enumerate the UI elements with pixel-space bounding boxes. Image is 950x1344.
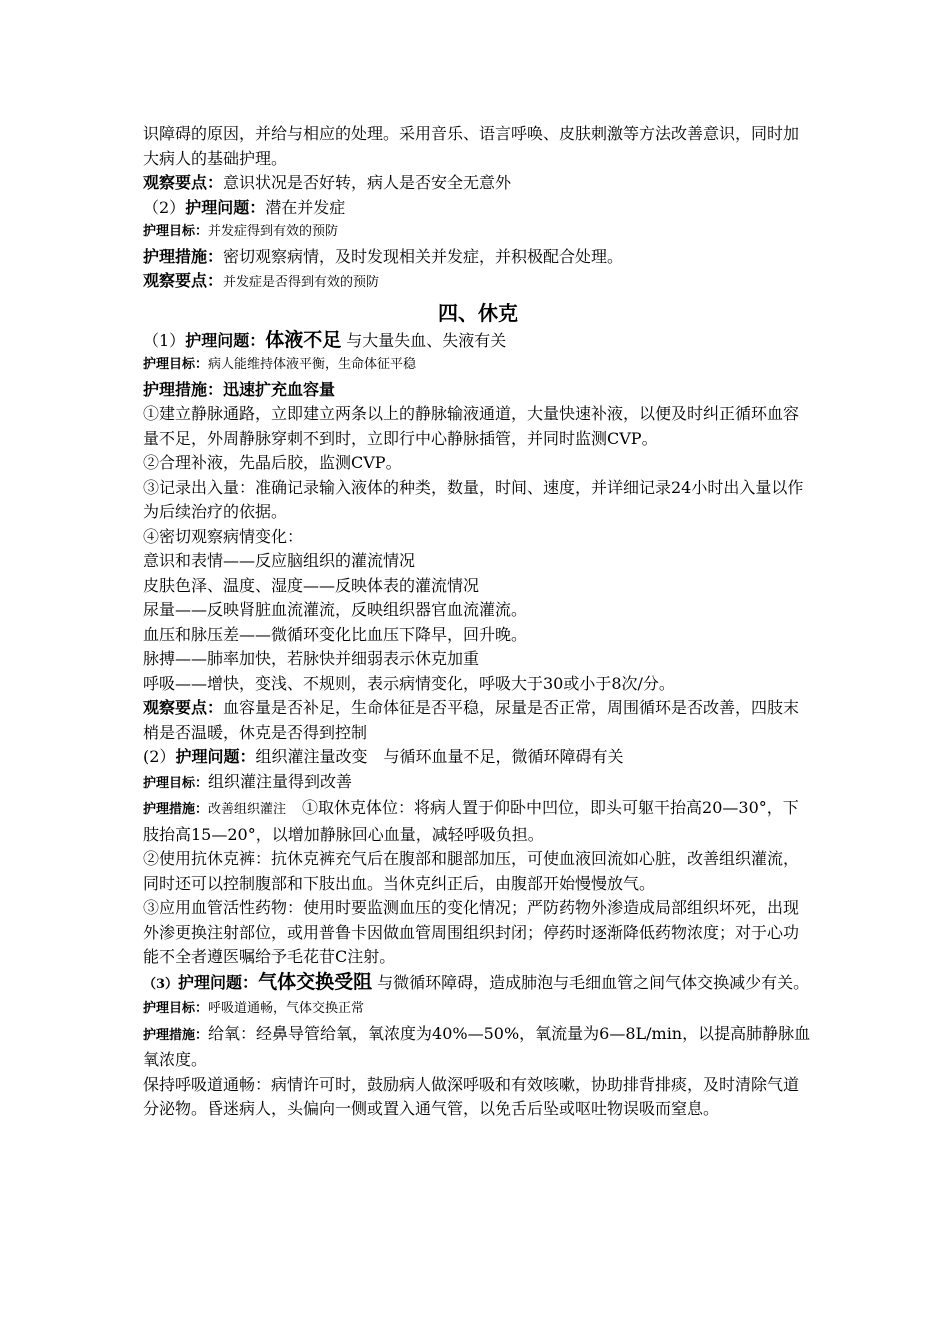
shock-goal-2 xyxy=(143,770,813,797)
goal-text: 呼吸道通畅，气体交换正常 xyxy=(208,1001,365,1016)
problem-label: 护理问题： xyxy=(178,972,259,992)
observation-text: 血容量是否补足，生命体征是否平稳，尿量是否正常，周围循环是否改善，四肢末梢是否温暖，休克是否得到控制 xyxy=(143,698,800,742)
goal-label: 护理目标： xyxy=(143,224,209,239)
measure-label: 护理措施： xyxy=(143,379,224,399)
problem-title: 体液不足 xyxy=(265,328,342,351)
measure-item-4: ④密切观察病情变化： xyxy=(143,526,304,546)
measure-item-airway: 保持呼吸道通畅：病情许可时，鼓励病人做深呼吸和有效咳嗽，协助排背排痰，及时清除气道分泌物。昏迷病人，头偏向一侧或置入通气管，以免舌后坠或呕吐物误吸而窒息。 xyxy=(143,1074,800,1118)
measure-title: 迅速扩充血容量 xyxy=(223,379,336,399)
nursing-goal-2 xyxy=(143,220,813,245)
measure-item-oxygen: 给氧：经鼻导管给氧，氧浓度为40%—50%，氧流量为6—8L/min，以提高肺静脉血氧浓度。 xyxy=(143,1023,811,1069)
measure-label: 护理措施： xyxy=(143,246,224,266)
measure-item-2: ②使用抗休克裤：抗休克裤充气后在腹部和腿部加压，可使血液回流如心脏，改善组织灌流，同时还可以控制腹部和下肢出血。当休克纠正后，由腹部开始慢慢放气。 xyxy=(143,849,800,893)
measure-label: 护理措施： xyxy=(143,1027,209,1043)
goal-label: 护理目标： xyxy=(143,357,209,372)
goal-label: 护理目标： xyxy=(143,1001,209,1016)
nursing-problem-2 xyxy=(143,196,813,221)
observation-text: 并发症是否得到有效的预防 xyxy=(223,275,380,290)
measure-title: 改善组织灌注 xyxy=(208,802,287,817)
problem-label: 护理问题： xyxy=(185,330,266,350)
observation-label: 观察要点： xyxy=(143,271,224,290)
problem-text: 潜在并发症 xyxy=(265,197,346,217)
observation-urine: 尿量——反映肾脏血流灌流，反映组织器官血流灌流。 xyxy=(143,600,528,619)
paragraph-consciousness-care: 识障碍的原因，并给与相应的处理。采用音乐、语言呼唤、皮肤刺激等方法改善意识，同时加大病人的基础护理。 xyxy=(143,124,800,168)
problem-cause: 与微循环障碍，造成肺泡与毛细血管之间气体交换减少有关。 xyxy=(372,972,810,992)
goal-text: 组织灌注量得到改善 xyxy=(208,771,353,791)
document-page xyxy=(143,122,813,1122)
problem-number: （1） xyxy=(143,330,186,350)
shock-observation-1 xyxy=(143,696,813,745)
shock-goal-1 xyxy=(143,353,813,378)
problem-number: (2） xyxy=(143,747,176,766)
goal-text: 并发症得到有效的预防 xyxy=(208,224,339,239)
nursing-measure-2 xyxy=(143,245,813,270)
observation-point-2 xyxy=(143,269,813,296)
problem-text: 组织灌注量改变 与循环血量不足，微循环障碍有关 xyxy=(255,747,624,766)
shock-measure-3 xyxy=(143,1022,813,1073)
problem-number: （3） xyxy=(143,976,179,992)
observation-blood-pressure: 血压和脉压差——微循环变化比血压下降早，回升晚。 xyxy=(143,624,528,644)
shock-measure-2 xyxy=(143,796,813,847)
measure-item-1: ①建立静脉通路，立即建立两条以上的静脉输液通道，大量快速补液，以便及时纠正循环血容量不足，外周静脉穿刺不到时，立即行中心静脉插管，并同时监测CVP。 xyxy=(143,404,800,448)
observation-consciousness: 意识和表情——反应脑组织的灌流情况 xyxy=(143,551,416,570)
measure-label: 护理措施： xyxy=(143,802,209,817)
observation-label: 观察要点： xyxy=(143,698,224,717)
shock-measure-1-heading xyxy=(143,378,813,403)
observation-pulse: 脉搏——肺率加快，若脉快并细弱表示休克加重 xyxy=(143,649,480,668)
goal-label: 护理目标： xyxy=(143,775,209,791)
problem-label: 护理问题： xyxy=(185,197,266,217)
problem-cause: 与大量失血、失液有关 xyxy=(341,330,507,350)
measure-item-3: ③记录出入量：准确记录输入液体的种类，数量，时间、速度，并详细记录24小时出入量以作为后续治疗的依据。 xyxy=(143,477,804,521)
problem-label: 护理问题： xyxy=(175,747,256,766)
shock-problem-3 xyxy=(143,970,813,998)
observation-label: 观察要点： xyxy=(143,173,224,192)
observation-text: 意识状况是否好转，病人是否安全无意外 xyxy=(223,173,512,192)
shock-problem-2 xyxy=(143,745,813,770)
measure-item-1: ①取休克体位：将病人置于仰卧中凹位，即头可躯干抬高20—30°，下肢抬高15—20°，以增加静脉回心血量，减轻呼吸负担。 xyxy=(143,798,799,844)
section-title-shock: 四、休克 xyxy=(438,300,518,325)
measure-item-2: ②合理补液，先晶后胶，监测CVP。 xyxy=(143,453,402,472)
problem-title: 气体交换受阻 xyxy=(258,970,373,993)
shock-problem-1 xyxy=(143,328,813,354)
observation-respiration: 呼吸——增快，变浅、不规则，表示病情变化，呼吸大于30或小于8次/分。 xyxy=(143,673,675,693)
problem-number: （2） xyxy=(143,197,186,217)
observation-skin: 皮肤色泽、温度、湿度——反映体表的灌流情况 xyxy=(143,575,480,595)
observation-point-1 xyxy=(143,171,813,196)
goal-text: 病人能维持体液平衡，生命体征平稳 xyxy=(208,357,417,372)
shock-goal-3 xyxy=(143,997,813,1022)
measure-text: 密切观察病情，及时发现相关并发症，并积极配合处理。 xyxy=(223,246,624,266)
measure-item-3: ③应用血管活性药物：使用时要监测血压的变化情况；严防药物外渗造成局部组织坏死，出现外渗更换注射部位，或用普鲁卡因做血管周围组织封闭；停药时逐渐降低药物浓度；对于心功能不全者遵医嘱给予毛花苷C注射。 xyxy=(143,898,800,966)
